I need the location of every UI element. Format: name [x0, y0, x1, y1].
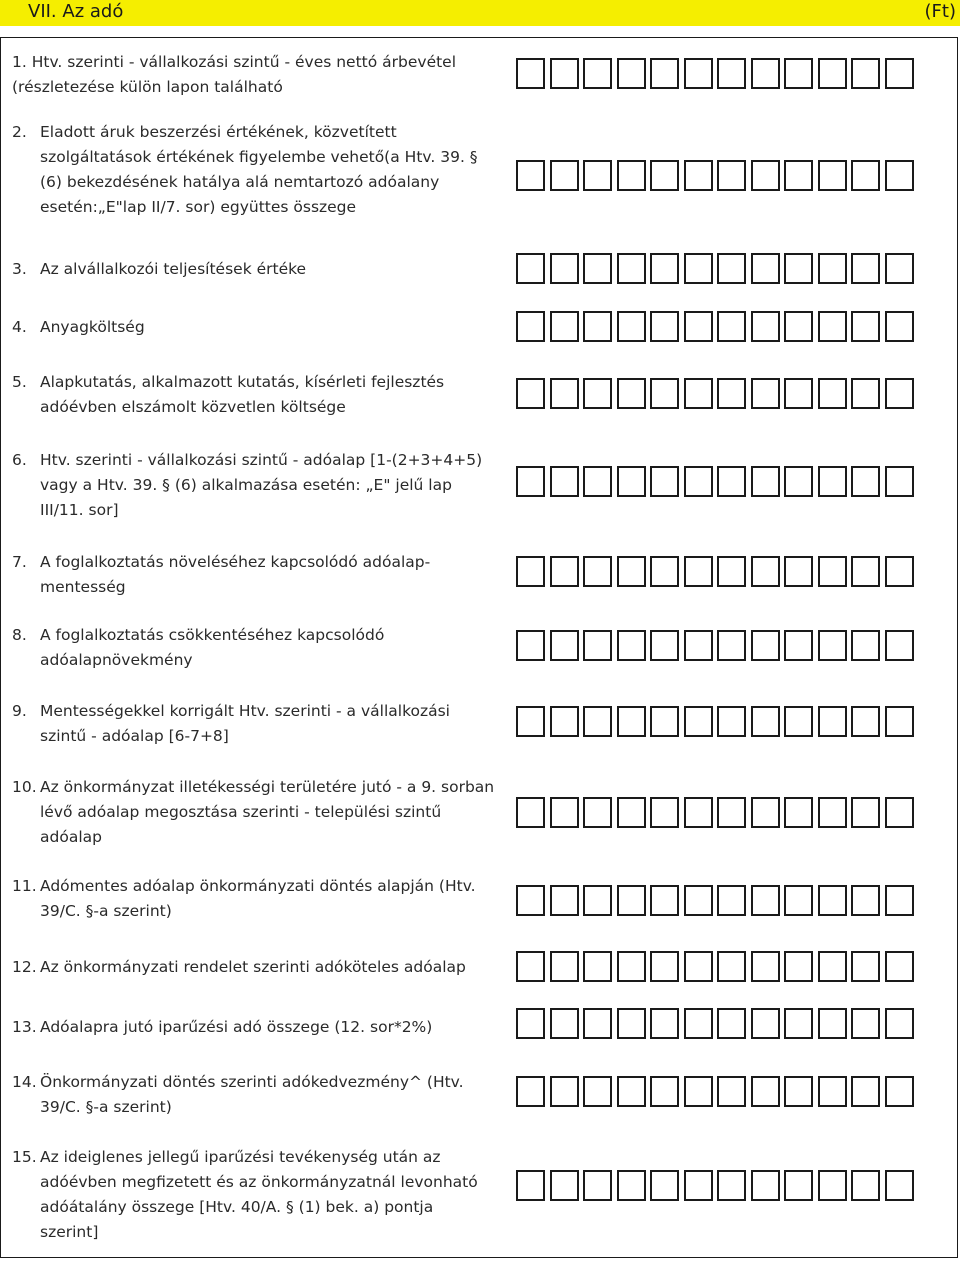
- digit-box[interactable]: [885, 378, 914, 409]
- digit-box[interactable]: [851, 1170, 880, 1201]
- digit-box[interactable]: [717, 797, 746, 828]
- digit-box[interactable]: [550, 706, 579, 737]
- digit-box[interactable]: [617, 378, 646, 409]
- digit-box[interactable]: [550, 253, 579, 284]
- digit-box[interactable]: [818, 885, 847, 916]
- digit-box[interactable]: [684, 630, 713, 661]
- row-label: Eladott áruk beszerzési értékének, közvetített szolgáltatások értékének figyelembe vehető(a Htv. 39. § (6) bekezdésének hatálya alá nemtartozó adóalany esetén:„E"lap II/7. sor) együttes összege: [40, 123, 478, 216]
- digit-box[interactable]: [717, 1076, 746, 1107]
- amount-input-boxes[interactable]: [516, 58, 918, 89]
- digit-box[interactable]: [717, 706, 746, 737]
- digit-box[interactable]: [650, 1076, 679, 1107]
- row-label: Az önkormányzati rendelet szerinti adóköteles adóalap: [40, 958, 466, 976]
- digit-box[interactable]: [550, 630, 579, 661]
- digit-box[interactable]: [650, 706, 679, 737]
- digit-box[interactable]: [751, 556, 780, 587]
- digit-box[interactable]: [650, 797, 679, 828]
- digit-box[interactable]: [550, 378, 579, 409]
- digit-box[interactable]: [751, 706, 780, 737]
- row-number: 8.: [12, 626, 27, 644]
- digit-box[interactable]: [684, 378, 713, 409]
- amount-input-boxes[interactable]: [516, 1008, 918, 1039]
- digit-box[interactable]: [516, 1170, 545, 1201]
- digit-box[interactable]: [650, 630, 679, 661]
- digit-box[interactable]: [650, 1008, 679, 1039]
- section-title: VII. Az adó: [28, 1, 124, 22]
- digit-box[interactable]: [851, 706, 880, 737]
- row-label: Az alvállalkozói teljesítések értéke: [40, 260, 307, 278]
- row-label: A foglalkoztatás csökkentéséhez kapcsolódó adóalapnövekmény: [40, 626, 385, 669]
- digit-box[interactable]: [583, 706, 612, 737]
- digit-box[interactable]: [516, 253, 545, 284]
- digit-box[interactable]: [717, 556, 746, 587]
- row-number: 15.: [12, 1148, 37, 1166]
- digit-box[interactable]: [617, 797, 646, 828]
- digit-box[interactable]: [650, 378, 679, 409]
- digit-box[interactable]: [684, 160, 713, 191]
- digit-box[interactable]: [885, 58, 914, 89]
- amount-input-boxes[interactable]: [516, 253, 918, 284]
- row-number: 3.: [12, 260, 27, 278]
- currency-unit: (Ft): [924, 1, 956, 22]
- digit-box[interactable]: [650, 1170, 679, 1201]
- row-label: Önkormányzati döntés szerinti adókedvezmény^ (Htv. 39/C. §-a szerint): [40, 1073, 464, 1116]
- digit-box[interactable]: [751, 1076, 780, 1107]
- digit-box[interactable]: [751, 1008, 780, 1039]
- digit-box[interactable]: [885, 253, 914, 284]
- digit-box[interactable]: [516, 378, 545, 409]
- row-number: 13.: [12, 1018, 37, 1036]
- amount-input-boxes[interactable]: [516, 797, 918, 828]
- digit-box[interactable]: [717, 885, 746, 916]
- digit-box[interactable]: [751, 1170, 780, 1201]
- digit-box[interactable]: [784, 466, 813, 497]
- digit-box[interactable]: [617, 58, 646, 89]
- digit-box[interactable]: [650, 160, 679, 191]
- amount-input-boxes[interactable]: [516, 466, 918, 497]
- digit-box[interactable]: [583, 253, 612, 284]
- digit-box[interactable]: [784, 630, 813, 661]
- digit-box[interactable]: [516, 630, 545, 661]
- digit-box[interactable]: [583, 556, 612, 587]
- digit-box[interactable]: [516, 311, 545, 342]
- digit-box[interactable]: [717, 253, 746, 284]
- row-number: 12.: [12, 958, 37, 976]
- digit-box[interactable]: [650, 951, 679, 982]
- digit-box[interactable]: [684, 1008, 713, 1039]
- row-label: Mentességekkel korrigált Htv. szerinti - a vállalkozási szintű - adóalap [6-7+8]: [40, 702, 450, 745]
- row-label: Htv. szerinti - vállalkozási szintű - adóalap [1-(2+3+4+5) vagy a Htv. 39. § (6) alkalmazása esetén: „E" jelű lap III/11. sor]: [40, 451, 483, 519]
- digit-box[interactable]: [784, 797, 813, 828]
- digit-box[interactable]: [851, 1076, 880, 1107]
- digit-box[interactable]: [717, 951, 746, 982]
- digit-box[interactable]: [550, 311, 579, 342]
- digit-box[interactable]: [751, 378, 780, 409]
- amount-input-boxes[interactable]: [516, 951, 918, 982]
- row-label: Az önkormányzat illetékességi területére jutó - a 9. sorban lévő adóalap megosztása szerinti - települési szintű adóalap: [40, 778, 495, 846]
- amount-input-boxes[interactable]: [516, 1076, 918, 1107]
- digit-box[interactable]: [751, 58, 780, 89]
- digit-box[interactable]: [583, 797, 612, 828]
- digit-box[interactable]: [516, 556, 545, 587]
- digit-box[interactable]: [617, 1076, 646, 1107]
- digit-box[interactable]: [818, 1008, 847, 1039]
- row-label: Adómentes adóalap önkormányzati döntés alapján (Htv. 39/C. §-a szerint): [40, 877, 476, 920]
- digit-box[interactable]: [818, 797, 847, 828]
- row-label: Az ideiglenes jellegű iparűzési tevékenység után az adóévben megfizetett és az önkormányzatnál levonható adóátalány összege [Htv. 40/A. § (1) bek. a) pontja szerint]: [40, 1148, 478, 1241]
- digit-box[interactable]: [550, 885, 579, 916]
- digit-box[interactable]: [550, 797, 579, 828]
- digit-box[interactable]: [550, 58, 579, 89]
- digit-box[interactable]: [784, 1008, 813, 1039]
- digit-box[interactable]: [717, 466, 746, 497]
- digit-box[interactable]: [717, 1008, 746, 1039]
- digit-box[interactable]: [784, 311, 813, 342]
- digit-box[interactable]: [851, 466, 880, 497]
- amount-input-boxes[interactable]: [516, 556, 918, 587]
- digit-box[interactable]: [784, 706, 813, 737]
- digit-box[interactable]: [751, 253, 780, 284]
- digit-box[interactable]: [550, 1076, 579, 1107]
- digit-box[interactable]: [818, 1076, 847, 1107]
- digit-box[interactable]: [818, 253, 847, 284]
- digit-box[interactable]: [684, 556, 713, 587]
- digit-box[interactable]: [851, 1008, 880, 1039]
- digit-box[interactable]: [583, 58, 612, 89]
- digit-box[interactable]: [818, 311, 847, 342]
- digit-box[interactable]: [516, 466, 545, 497]
- digit-box[interactable]: [617, 1008, 646, 1039]
- amount-input-boxes[interactable]: [516, 885, 918, 916]
- digit-box[interactable]: [650, 253, 679, 284]
- digit-box[interactable]: [818, 556, 847, 587]
- digit-box[interactable]: [650, 885, 679, 916]
- digit-box[interactable]: [851, 556, 880, 587]
- digit-box[interactable]: [784, 1076, 813, 1107]
- digit-box[interactable]: [684, 706, 713, 737]
- digit-box[interactable]: [617, 556, 646, 587]
- digit-box[interactable]: [784, 160, 813, 191]
- row-number: 5.: [12, 373, 27, 391]
- digit-box[interactable]: [751, 311, 780, 342]
- digit-box[interactable]: [684, 885, 713, 916]
- amount-input-boxes[interactable]: [516, 1170, 918, 1201]
- row-label: 1. Htv. szerinti - vállalkozási szintű - éves nettó árbevétel (részletezése külön lapon található: [12, 53, 457, 96]
- digit-box[interactable]: [617, 1170, 646, 1201]
- digit-box[interactable]: [617, 466, 646, 497]
- digit-box[interactable]: [885, 630, 914, 661]
- digit-box[interactable]: [516, 951, 545, 982]
- row-number: 2.: [12, 123, 27, 141]
- digit-box[interactable]: [885, 311, 914, 342]
- digit-box[interactable]: [650, 311, 679, 342]
- section-header: [0, 0, 960, 26]
- digit-box[interactable]: [784, 378, 813, 409]
- digit-box[interactable]: [818, 58, 847, 89]
- digit-box[interactable]: [583, 311, 612, 342]
- digit-box[interactable]: [684, 797, 713, 828]
- amount-input-boxes[interactable]: [516, 160, 918, 191]
- digit-box[interactable]: [583, 951, 612, 982]
- digit-box[interactable]: [885, 1076, 914, 1107]
- row-number: 14.: [12, 1073, 37, 1091]
- digit-box[interactable]: [885, 466, 914, 497]
- row-label: Alapkutatás, alkalmazott kutatás, kísérleti fejlesztés adóévben elszámolt közvetlen költsége: [40, 373, 445, 416]
- digit-box[interactable]: [617, 160, 646, 191]
- digit-box[interactable]: [650, 58, 679, 89]
- digit-box[interactable]: [516, 885, 545, 916]
- digit-box[interactable]: [717, 311, 746, 342]
- digit-box[interactable]: [583, 885, 612, 916]
- digit-box[interactable]: [684, 466, 713, 497]
- digit-box[interactable]: [717, 160, 746, 191]
- digit-box[interactable]: [550, 556, 579, 587]
- row-number: 9.: [12, 702, 27, 720]
- digit-box[interactable]: [516, 160, 545, 191]
- digit-box[interactable]: [885, 1170, 914, 1201]
- digit-box[interactable]: [751, 951, 780, 982]
- digit-box[interactable]: [851, 311, 880, 342]
- digit-box[interactable]: [751, 885, 780, 916]
- digit-box[interactable]: [583, 466, 612, 497]
- digit-box[interactable]: [684, 311, 713, 342]
- digit-box[interactable]: [751, 797, 780, 828]
- row-number: 7.: [12, 553, 27, 571]
- digit-box[interactable]: [516, 1076, 545, 1107]
- digit-box[interactable]: [550, 160, 579, 191]
- row-number: 10.: [12, 778, 37, 796]
- digit-box[interactable]: [684, 58, 713, 89]
- digit-box[interactable]: [818, 160, 847, 191]
- digit-box[interactable]: [684, 1076, 713, 1107]
- digit-box[interactable]: [751, 160, 780, 191]
- digit-box[interactable]: [550, 1008, 579, 1039]
- digit-box[interactable]: [851, 378, 880, 409]
- digit-box[interactable]: [851, 253, 880, 284]
- digit-box[interactable]: [617, 253, 646, 284]
- amount-input-boxes[interactable]: [516, 378, 918, 409]
- row-number: 11.: [12, 877, 37, 895]
- digit-box[interactable]: [550, 951, 579, 982]
- row-number: 4.: [12, 318, 27, 336]
- digit-box[interactable]: [784, 951, 813, 982]
- digit-box[interactable]: [583, 1076, 612, 1107]
- digit-box[interactable]: [617, 706, 646, 737]
- digit-box[interactable]: [717, 630, 746, 661]
- row-label: Anyagköltség: [40, 318, 145, 336]
- digit-box[interactable]: [818, 630, 847, 661]
- digit-box[interactable]: [684, 1170, 713, 1201]
- digit-box[interactable]: [583, 1170, 612, 1201]
- digit-box[interactable]: [885, 951, 914, 982]
- digit-box[interactable]: [717, 1170, 746, 1201]
- digit-box[interactable]: [550, 466, 579, 497]
- digit-box[interactable]: [717, 378, 746, 409]
- digit-box[interactable]: [516, 58, 545, 89]
- digit-box[interactable]: [751, 630, 780, 661]
- digit-box[interactable]: [885, 797, 914, 828]
- digit-box[interactable]: [818, 706, 847, 737]
- digit-box[interactable]: [784, 885, 813, 916]
- digit-box[interactable]: [684, 253, 713, 284]
- row-number: 6.: [12, 451, 27, 469]
- digit-box[interactable]: [583, 378, 612, 409]
- digit-box[interactable]: [851, 885, 880, 916]
- digit-box[interactable]: [851, 630, 880, 661]
- amount-input-boxes[interactable]: [516, 311, 918, 342]
- digit-box[interactable]: [684, 951, 713, 982]
- digit-box[interactable]: [717, 58, 746, 89]
- digit-box[interactable]: [617, 951, 646, 982]
- digit-box[interactable]: [650, 556, 679, 587]
- row-label: Adóalapra jutó iparűzési adó összege (12. sor*2%): [40, 1018, 433, 1036]
- digit-box[interactable]: [818, 466, 847, 497]
- digit-box[interactable]: [784, 253, 813, 284]
- digit-box[interactable]: [583, 630, 612, 661]
- digit-box[interactable]: [851, 58, 880, 89]
- digit-box[interactable]: [550, 1170, 579, 1201]
- digit-box[interactable]: [885, 556, 914, 587]
- digit-box[interactable]: [617, 630, 646, 661]
- digit-box[interactable]: [818, 951, 847, 982]
- digit-box[interactable]: [583, 160, 612, 191]
- digit-box[interactable]: [818, 378, 847, 409]
- digit-box[interactable]: [516, 1008, 545, 1039]
- digit-box[interactable]: [784, 556, 813, 587]
- digit-box[interactable]: [885, 1008, 914, 1039]
- digit-box[interactable]: [851, 160, 880, 191]
- digit-box[interactable]: [851, 951, 880, 982]
- digit-box[interactable]: [851, 797, 880, 828]
- digit-box[interactable]: [650, 466, 679, 497]
- digit-box[interactable]: [583, 1008, 612, 1039]
- digit-box[interactable]: [516, 706, 545, 737]
- row-label: A foglalkoztatás növeléséhez kapcsolódó adóalap-mentesség: [40, 553, 431, 596]
- digit-box[interactable]: [617, 311, 646, 342]
- digit-box[interactable]: [885, 706, 914, 737]
- digit-box[interactable]: [784, 1170, 813, 1201]
- amount-input-boxes[interactable]: [516, 630, 918, 661]
- digit-box[interactable]: [885, 885, 914, 916]
- digit-box[interactable]: [885, 160, 914, 191]
- digit-box[interactable]: [516, 797, 545, 828]
- amount-input-boxes[interactable]: [516, 706, 918, 737]
- digit-box[interactable]: [784, 58, 813, 89]
- digit-box[interactable]: [751, 466, 780, 497]
- digit-box[interactable]: [617, 885, 646, 916]
- digit-box[interactable]: [818, 1170, 847, 1201]
